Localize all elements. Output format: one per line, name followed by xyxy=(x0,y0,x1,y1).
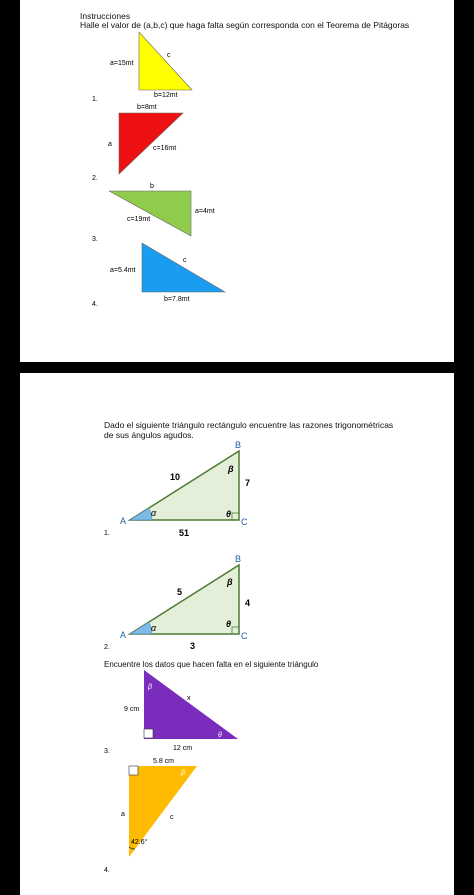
t1-label-b: b=12mt xyxy=(154,92,178,99)
t1-number: 1. xyxy=(104,530,110,537)
purple-theta: θ xyxy=(218,732,222,739)
item-4-number: 4. xyxy=(92,301,98,308)
t1-vert-label: 7 xyxy=(245,478,251,488)
t2-vertex-A: A xyxy=(120,630,127,640)
t2-theta: θ xyxy=(226,619,232,629)
t2-alpha: α xyxy=(151,623,157,633)
t1-vertex-A: A xyxy=(120,516,127,526)
t1-beta: β xyxy=(228,464,234,474)
t2-alpha-arc xyxy=(130,622,152,634)
orange-beta: β xyxy=(181,770,185,777)
t1-base-label: 51 xyxy=(179,528,190,538)
purple-number: 3. xyxy=(104,748,110,755)
t2-base-label: 3 xyxy=(190,641,196,651)
orange-top-label: 5.8 cm xyxy=(153,758,175,765)
t2-vertex-C: C xyxy=(241,631,248,641)
t1-vertex-C: C xyxy=(241,517,248,527)
triangle-4-blue xyxy=(142,243,225,292)
t1-label-a: a=15mt xyxy=(110,60,134,67)
triangle-1-yellow xyxy=(139,32,192,90)
t2-beta: β xyxy=(227,577,233,587)
purple-triangle xyxy=(144,670,238,739)
instructions-title: Instrucciones xyxy=(80,11,131,21)
worksheet-page-1 xyxy=(20,0,454,362)
t3-label-c: c=19mt xyxy=(127,216,151,223)
purple-beta: β xyxy=(148,684,152,691)
orange-right-angle xyxy=(129,766,138,775)
t4-label-c: c xyxy=(183,257,187,264)
t2-vertex-B: B xyxy=(235,554,242,564)
worksheet-page-2 xyxy=(20,373,454,895)
t1-theta: θ xyxy=(226,509,232,519)
t2-label-b: b=8mt xyxy=(137,104,157,111)
orange-angle-label: 42.6° xyxy=(131,839,148,846)
triangle-3-green xyxy=(109,191,191,236)
t4-label-b: b=7.8mt xyxy=(164,296,190,303)
t1-vertex-B: B xyxy=(235,440,242,450)
purple-base-label: 12 cm xyxy=(173,745,193,752)
instructions-text: Halle el valor de (a,b,c) que haga falta según corresponda con el Teorema de Pitágoras xyxy=(80,20,410,30)
orange-a-label: a xyxy=(121,811,125,818)
item-3-number: 3. xyxy=(92,236,98,243)
t1-label-c: c xyxy=(167,52,171,59)
t2-number: 2. xyxy=(104,644,110,651)
triangle-2-red xyxy=(119,113,183,174)
orange-number: 4. xyxy=(104,867,110,874)
t2-label-a: a xyxy=(108,141,112,148)
trig-question-text: Dado el siguiente triángulo rectángulo encuentre las razones trigonométricas de sus ángulos agudos. xyxy=(104,420,394,440)
t2-hyp-label: 5 xyxy=(177,587,183,597)
t3-label-a: a=4mt xyxy=(195,208,215,215)
item-2-number: 2. xyxy=(92,175,98,182)
t3-label-b: b xyxy=(150,183,154,190)
pythagoras-figures xyxy=(20,0,454,362)
t4-label-a: a=5.4mt xyxy=(110,267,136,274)
t2-label-c: c=16mt xyxy=(153,145,177,152)
t2-vert-label: 4 xyxy=(245,598,251,608)
purple-right-angle xyxy=(144,729,153,738)
orange-c-label: c xyxy=(170,814,174,821)
t1-hyp-label: 10 xyxy=(170,472,181,482)
trig-figures xyxy=(20,373,454,895)
prompt-missing-data: Encuentre los datos que hacen falta en el siguiente triángulo xyxy=(104,660,319,669)
purple-side-label: 9 cm xyxy=(124,706,140,713)
purple-hyp-label: x xyxy=(187,695,191,702)
item-1-number: 1. xyxy=(92,96,98,103)
t1-alpha-arc xyxy=(130,508,152,520)
t1-alpha: α xyxy=(151,508,157,518)
